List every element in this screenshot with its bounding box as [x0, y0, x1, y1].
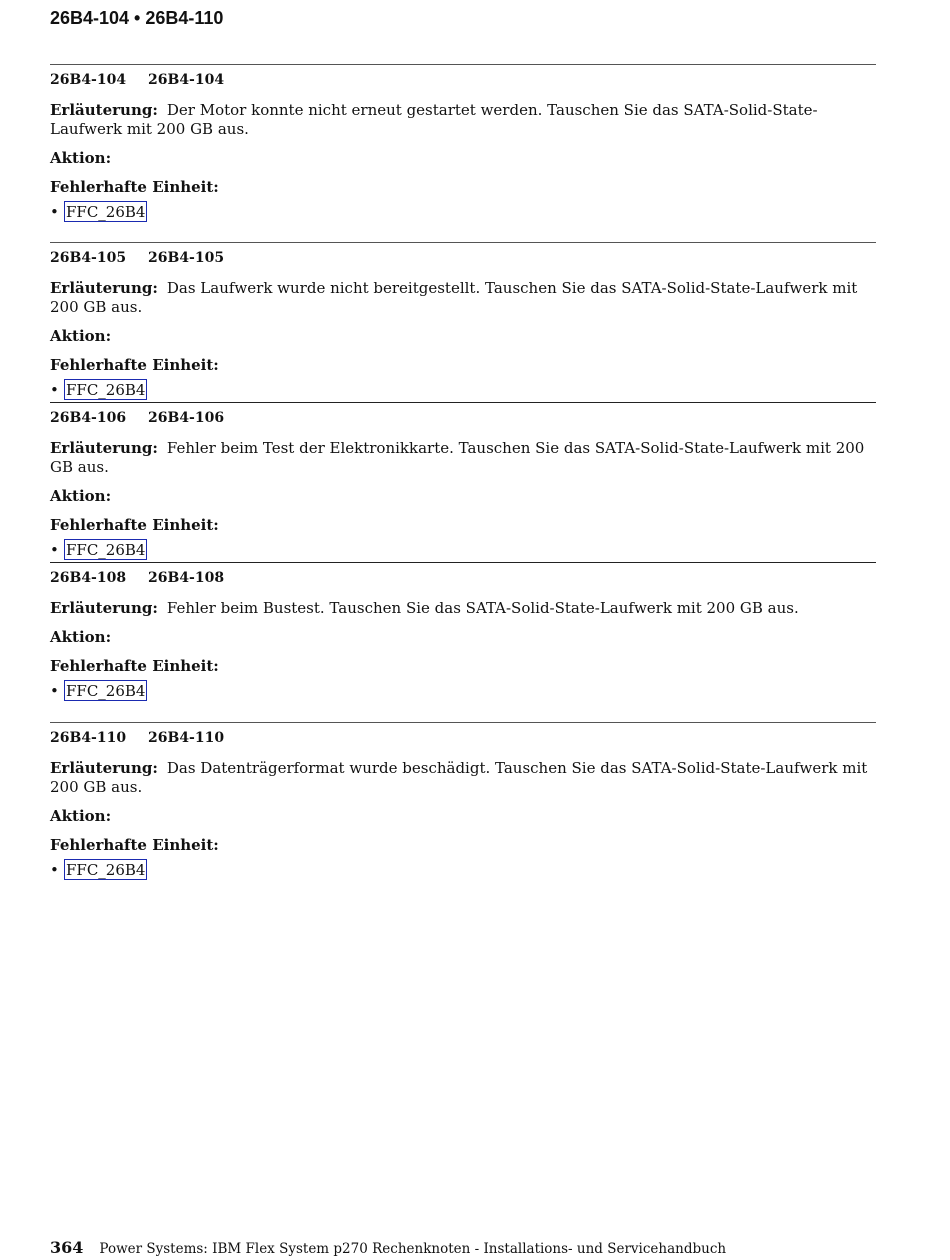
page-number: 364: [50, 1238, 84, 1257]
bullet: •: [50, 381, 59, 399]
action-label: Aktion:: [50, 487, 112, 505]
bullet: •: [50, 682, 59, 700]
page-title: 26B4-104 • 26B4-110: [50, 8, 224, 28]
error-code: 26B4-108: [50, 570, 127, 586]
action-label: Aktion:: [50, 149, 112, 167]
action-label: Aktion:: [50, 807, 112, 825]
error-code-entry: [50, 562, 876, 702]
action-label: Aktion:: [50, 327, 112, 345]
fru-link[interactable]: FFC_26B4: [66, 861, 146, 879]
explanation-label: Erläuterung:: [50, 439, 158, 457]
explanation-label: Erläuterung:: [50, 759, 158, 777]
explanation-text: Das Datenträgerformat wurde beschädigt. Tauschen Sie das SATA-Solid-State-Laufwerk mit 200 GB aus.: [50, 759, 868, 796]
error-code-entry: [50, 402, 876, 561]
fru-link[interactable]: FFC_26B4: [66, 381, 146, 399]
error-code-entry: [50, 64, 876, 223]
faulty-unit-label: Fehlerhafte Einheit:: [50, 836, 219, 854]
fru-link[interactable]: FFC_26B4: [66, 203, 146, 221]
explanation: [50, 759, 876, 797]
error-code: 26B4-105: [50, 250, 127, 266]
faulty-unit-label: Fehlerhafte Einheit:: [50, 178, 219, 196]
error-code-row: [50, 730, 876, 747]
bullet: •: [50, 203, 59, 221]
list-item: [50, 680, 876, 702]
faulty-unit-label: Fehlerhafte Einheit:: [50, 657, 219, 675]
error-code: 26B4-110: [50, 730, 127, 746]
explanation: [50, 599, 876, 618]
error-code-title: 26B4-104: [148, 72, 225, 88]
error-code-title: 26B4-110: [148, 730, 225, 746]
list-item: [50, 859, 876, 881]
faulty-unit-label: Fehlerhafte Einheit:: [50, 516, 219, 534]
explanation-label: Erläuterung:: [50, 279, 158, 297]
error-code-entry: [50, 242, 876, 401]
bullet: •: [50, 541, 59, 559]
error-code: 26B4-104: [50, 72, 127, 88]
list-item: [50, 539, 876, 561]
error-code-row: [50, 72, 876, 89]
explanation: [50, 439, 876, 477]
error-code-title: 26B4-105: [148, 250, 225, 266]
explanation-text: Der Motor konnte nicht erneut gestartet werden. Tauschen Sie das SATA-Solid-State-Laufwerk mit 200 GB aus.: [50, 101, 818, 138]
faulty-unit-label: Fehlerhafte Einheit:: [50, 356, 219, 374]
error-code-row: [50, 570, 876, 587]
action-label: Aktion:: [50, 628, 112, 646]
error-code-row: [50, 410, 876, 427]
error-code-entry: [50, 722, 876, 881]
explanation-label: Erläuterung:: [50, 599, 158, 617]
explanation: [50, 279, 876, 317]
explanation: [50, 101, 876, 139]
error-code-title: 26B4-108: [148, 570, 225, 586]
explanation-label: Erläuterung:: [50, 101, 158, 119]
fru-link[interactable]: FFC_26B4: [66, 541, 146, 559]
list-item: [50, 201, 876, 223]
explanation-text: Fehler beim Test der Elektronikkarte. Tauschen Sie das SATA-Solid-State-Laufwerk mit 200 GB aus.: [50, 439, 865, 476]
bullet: •: [50, 861, 59, 879]
fru-link[interactable]: FFC_26B4: [66, 682, 146, 700]
error-code: 26B4-106: [50, 410, 127, 426]
error-code-title: 26B4-106: [148, 410, 225, 426]
list-item: [50, 379, 876, 401]
error-code-row: [50, 250, 876, 267]
page-footer: [50, 1238, 726, 1257]
explanation-text: Fehler beim Bustest. Tauschen Sie das SATA-Solid-State-Laufwerk mit 200 GB aus.: [166, 599, 799, 617]
explanation-text: Das Laufwerk wurde nicht bereitgestellt. Tauschen Sie das SATA-Solid-State-Laufwerk mit 200 GB aus.: [50, 279, 858, 316]
footer-text: Power Systems: IBM Flex System p270 Rechenknoten - Installations- und Servicehandbuch: [99, 1241, 727, 1257]
